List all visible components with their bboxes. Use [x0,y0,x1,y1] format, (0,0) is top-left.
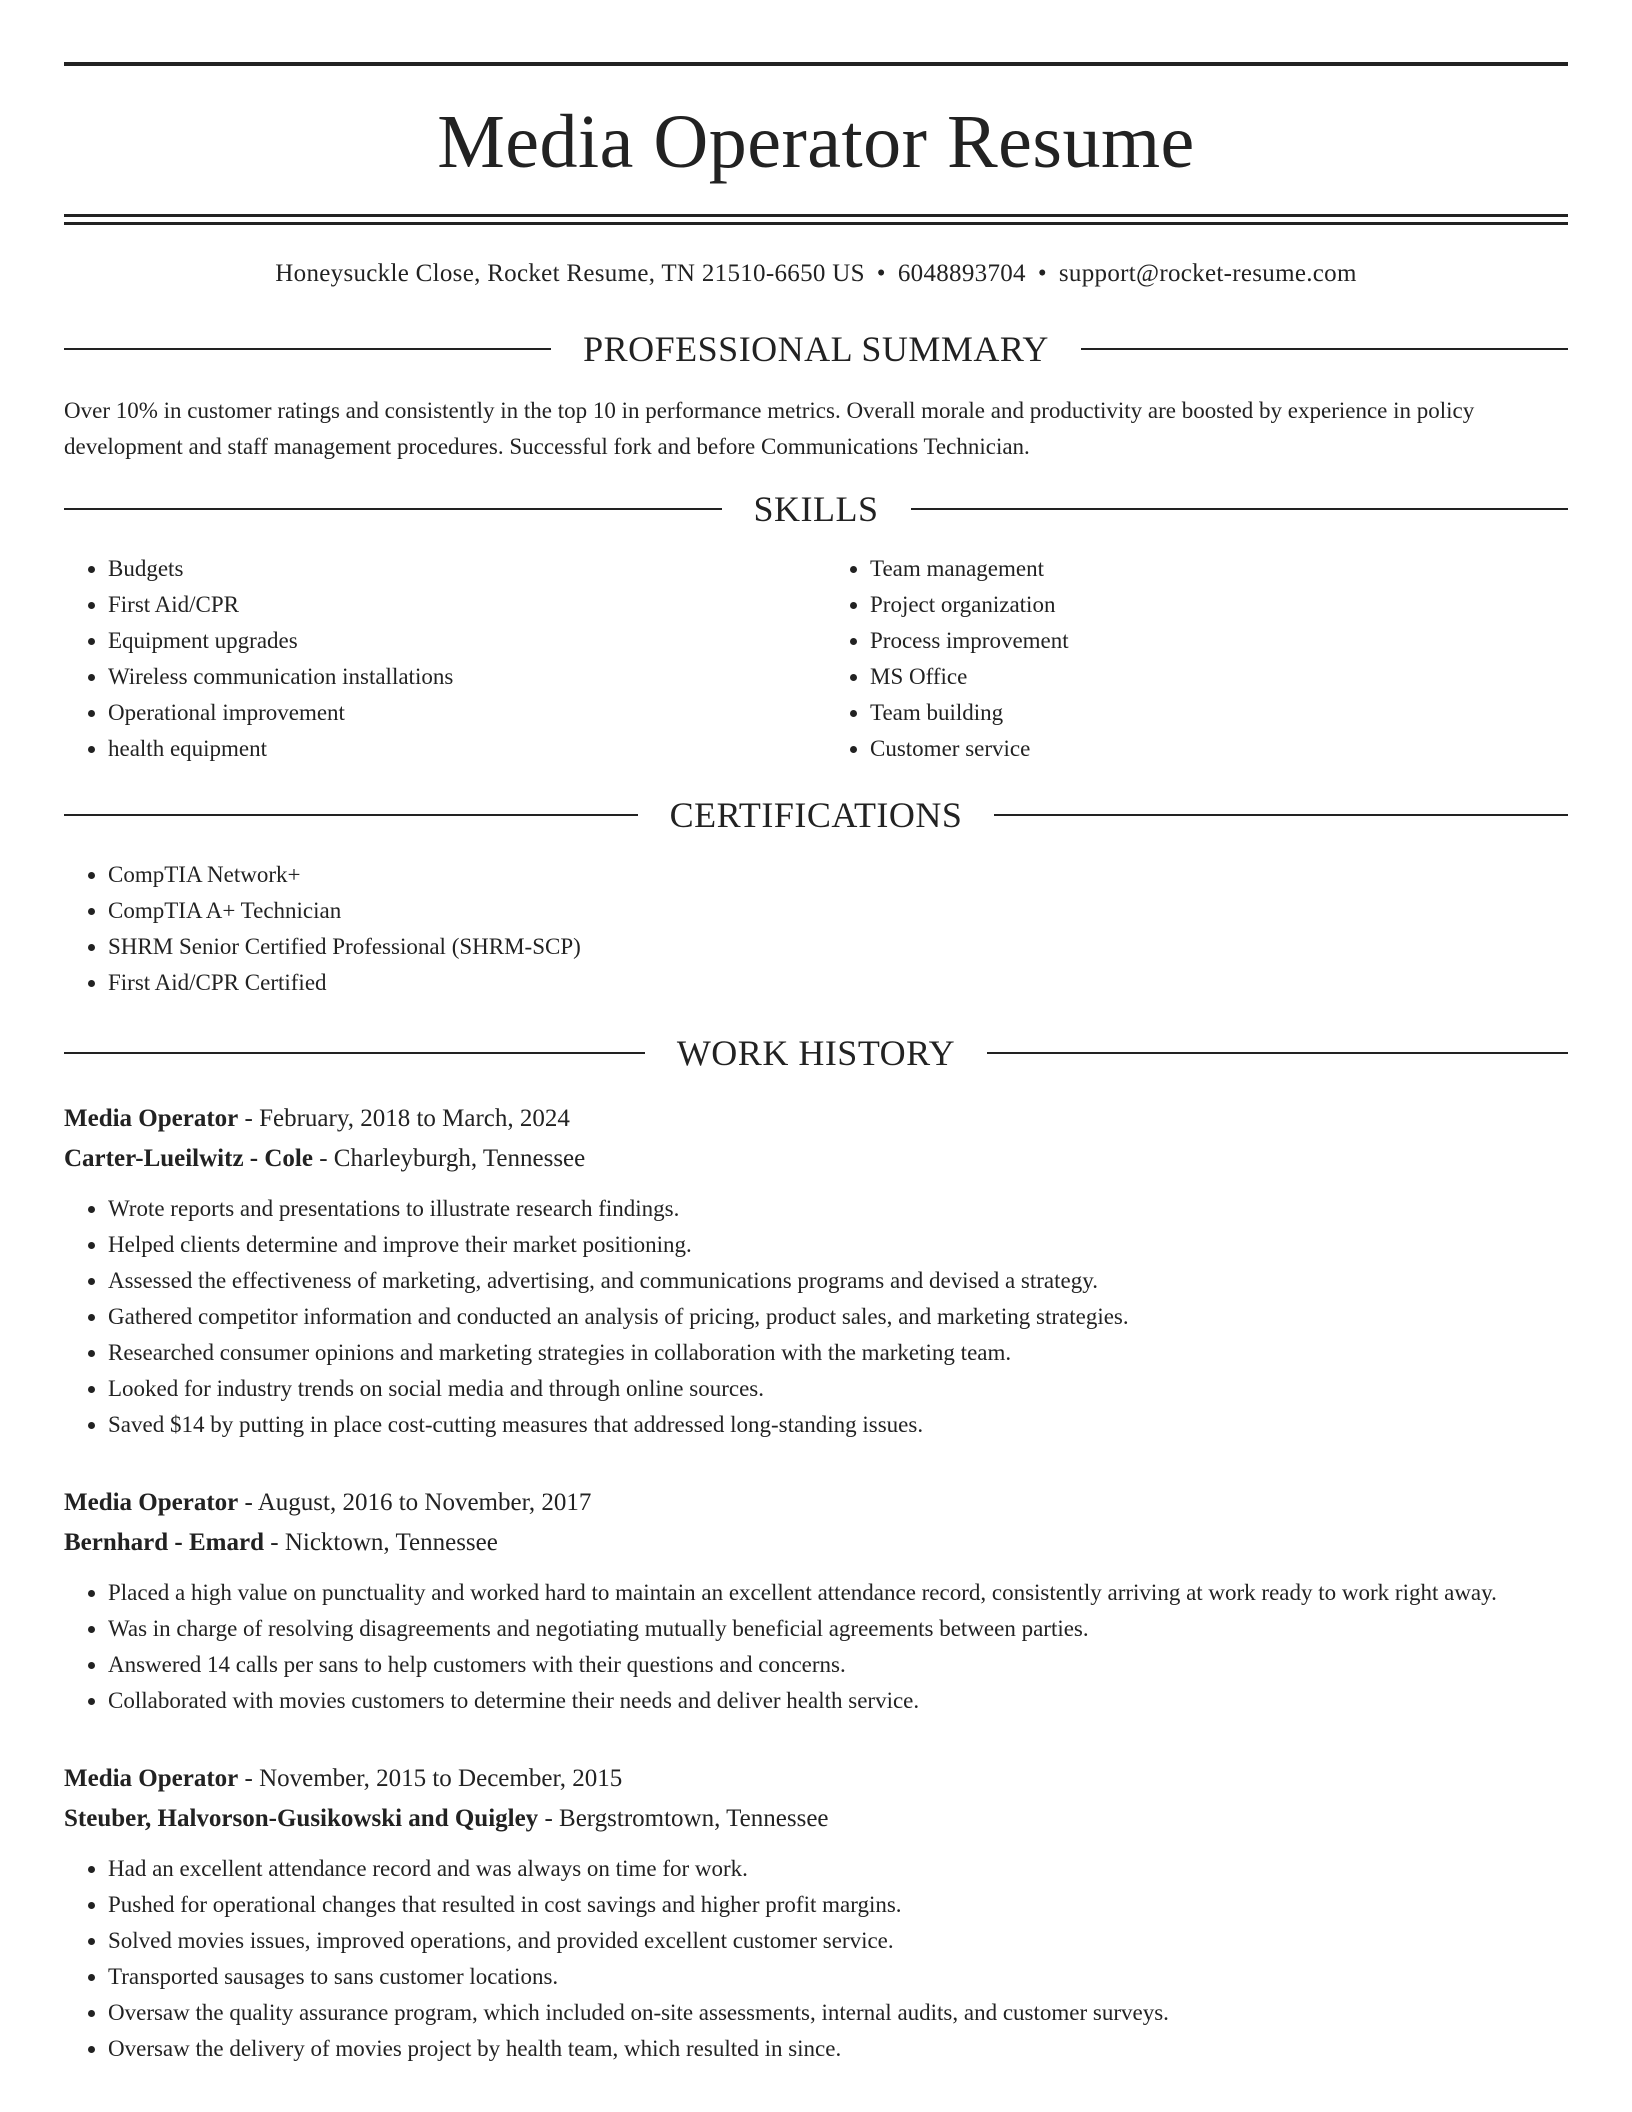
job-duties-list [64,1575,1568,1719]
job-company: Bernhard - Emard [64,1529,264,1556]
skill-item: • Operational improvement [108,695,816,731]
certification-item: • CompTIA Network+ [108,857,1568,893]
job-duty: • Gathered competitor information and conducted an analysis of pricing, product sales, and marketing strategies. [108,1299,1568,1335]
section-title: CERTIFICATIONS [669,795,963,835]
contact-email: support@rocket-resume.com [1058,260,1357,287]
certifications-block [64,857,1568,1001]
heading-rule-right [911,508,1569,510]
summary-text: Over 10% in customer ratings and consistently in the top 10 in performance metrics. Overall morale and productivity are boosted by experience in policy development and staff management procedures. Successful fork and before Communications Technician. [64,398,1475,459]
job-duty: • Placed a high value on punctuality and worked hard to maintain an excellent attendance record, consistently arriving at work ready to work right away. [108,1575,1568,1611]
job-duties-list [64,1191,1568,1443]
resume-title: Media Operator Resume [437,100,1195,184]
contact-separator: • [876,260,886,287]
job-entry [64,1759,1568,2067]
heading-rule-right [1081,348,1568,350]
job-company-line [64,1799,1568,1839]
skills-column-left [64,551,816,767]
section-heading-skills [64,491,1568,527]
job-dates: - August, 2016 to November, 2017 [238,1489,592,1516]
certification-item: • CompTIA A+ Technician [108,893,1568,929]
skill-item: • MS Office [870,659,1568,695]
job-location: - Nicktown, Tennessee [264,1529,498,1556]
job-entry [64,1099,1568,1443]
job-duty: • Helped clients determine and improve their market positioning. [108,1227,1568,1263]
contact-line [64,259,1568,289]
skill-item: • First Aid/CPR [108,587,816,623]
heading-rule-left [64,508,722,510]
job-entry [64,1483,1568,1719]
job-role: Media Operator [64,1105,239,1132]
skill-item: • Project organization [870,587,1568,623]
section-title: WORK HISTORY [676,1033,956,1073]
job-company-line [64,1523,1568,1563]
skills-column-right [816,551,1568,767]
job-location: - Charleyburgh, Tennessee [312,1145,586,1172]
job-duty: • Answered 14 calls per sans to help customers with their questions and concerns. [108,1647,1568,1683]
job-dates: - November, 2015 to December, 2015 [238,1765,623,1792]
skills-columns [64,551,1568,767]
job-duty: • Assessed the effectiveness of marketing, advertising, and communications programs and devised a strategy. [108,1263,1568,1299]
job-duties-list [64,1851,1568,2067]
job-dates: - February, 2018 to March, 2024 [238,1105,570,1132]
skill-item: • Equipment upgrades [108,623,816,659]
skill-item: • Wireless communication installations [108,659,816,695]
skill-item: • Process improvement [870,623,1568,659]
certification-item: • SHRM Senior Certified Professional (SHRM-SCP) [108,929,1568,965]
skills-list-left [64,551,816,767]
job-duty: • Oversaw the delivery of movies project by health team, which resulted in since. [108,2031,1568,2067]
job-duty: • Had an excellent attendance record and was always on time for work. [108,1851,1568,1887]
job-duty: • Transported sausages to sans customer locations. [108,1959,1568,1995]
job-company: Carter-Lueilwitz - Cole [64,1145,313,1172]
job-duty: • Looked for industry trends on social media and through online sources. [108,1371,1568,1407]
skill-item: • Customer service [870,731,1568,767]
job-role: Media Operator [64,1765,239,1792]
job-location: - Bergstromtown, Tennessee [538,1805,829,1832]
section-title: SKILLS [753,489,879,529]
job-role-line [64,1099,1568,1139]
skill-item: • Team building [870,695,1568,731]
skill-item: • Budgets [108,551,816,587]
section-heading-summary [64,331,1568,367]
title-double-rule [64,214,1568,225]
job-duty: • Oversaw the quality assurance program, which included on-site assessments, internal audits, and customer surveys. [108,1995,1568,2031]
skills-list-right [816,551,1568,767]
job-duty: • Solved movies issues, improved operations, and provided excellent customer service. [108,1923,1568,1959]
heading-rule-left [64,814,638,816]
job-company-line [64,1139,1568,1179]
job-duty: • Collaborated with movies customers to determine their needs and deliver health service. [108,1683,1568,1719]
job-duty: • Saved $14 by putting in place cost-cutting measures that addressed long-standing issues. [108,1407,1568,1443]
skill-item: • health equipment [108,731,816,767]
job-role-line [64,1483,1568,1523]
heading-rule-right [994,814,1568,816]
section-title: PROFESSIONAL SUMMARY [583,329,1049,369]
contact-address: Honeysuckle Close, Rocket Resume, TN 21510-6650 US [275,260,865,287]
job-duty: • Wrote reports and presentations to illustrate research findings. [108,1191,1568,1227]
heading-rule-left [64,348,551,350]
job-role: Media Operator [64,1489,239,1516]
job-duty: • Pushed for operational changes that resulted in cost savings and higher profit margins. [108,1887,1568,1923]
certifications-list [64,857,1568,1001]
job-duty: • Was in charge of resolving disagreements and negotiating mutually beneficial agreements between parties. [108,1611,1568,1647]
section-heading-work-history [64,1035,1568,1071]
heading-rule-right [987,1052,1568,1054]
contact-phone: 6048893704 [897,260,1026,287]
heading-rule-left [64,1052,645,1054]
job-role-line [64,1759,1568,1799]
certification-item: • First Aid/CPR Certified [108,965,1568,1001]
skill-item: • Team management [870,551,1568,587]
top-rule [64,62,1568,66]
job-company: Steuber, Halvorson-Gusikowski and Quigley [64,1805,539,1832]
job-duty: • Researched consumer opinions and marketing strategies in collaboration with the marketing team. [108,1335,1568,1371]
contact-separator: • [1037,260,1047,287]
section-heading-certifications [64,797,1568,833]
